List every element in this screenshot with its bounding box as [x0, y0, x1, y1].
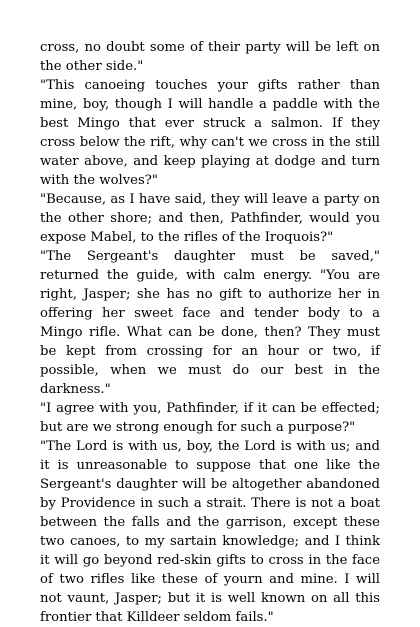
- paragraph-1: cross, no doubt some of their party will be left on the other side.": [40, 40, 380, 74]
- paragraph-3: "Because, as I have said, they will leave a party on the other shore; and then, Pathfinder, would you expose Mabel, to the rifles of the Iroquois?": [40, 192, 380, 245]
- paragraph-2: "This canoeing touches your gifts rather than mine, boy, though I will handle a paddle with the best Mingo that ever struck a salmon. If they cross below the rift, why can't we cross in the still water above, and keep playing at dodge and turn with the wolves?": [40, 78, 380, 188]
- paragraph-6: "The Lord is with us, boy, the Lord is with us; and it is unreasonable to suppose that one like the Sergeant's daughter will be altogether abandoned by Providence in such a strait. There is not a boat between the falls and the garrison, except these two canoes, to my sartain knowledge; and I think it will go beyond red-skin gifts to cross in the face of two rifles like these of yourn and mine. I will not vaunt, Jasper; but it is well known on all this frontier that Killdeer seldom fails.": [40, 439, 380, 625]
- paragraph-5: "I agree with you, Pathfinder, if it can be effected; but are we strong enough for such a purpose?": [40, 401, 380, 435]
- document-page: [40, 38, 380, 627]
- paragraph-4: "The Sergeant's daughter must be saved," returned the guide, with calm energy. "You are right, Jasper; she has no gift to authorize her in offering her sweet face and tender body to a Mingo rifle. What can be done, then? They must be kept from crossing for an hour or two, if possible, when we must do our best in the darkness.": [40, 249, 380, 397]
